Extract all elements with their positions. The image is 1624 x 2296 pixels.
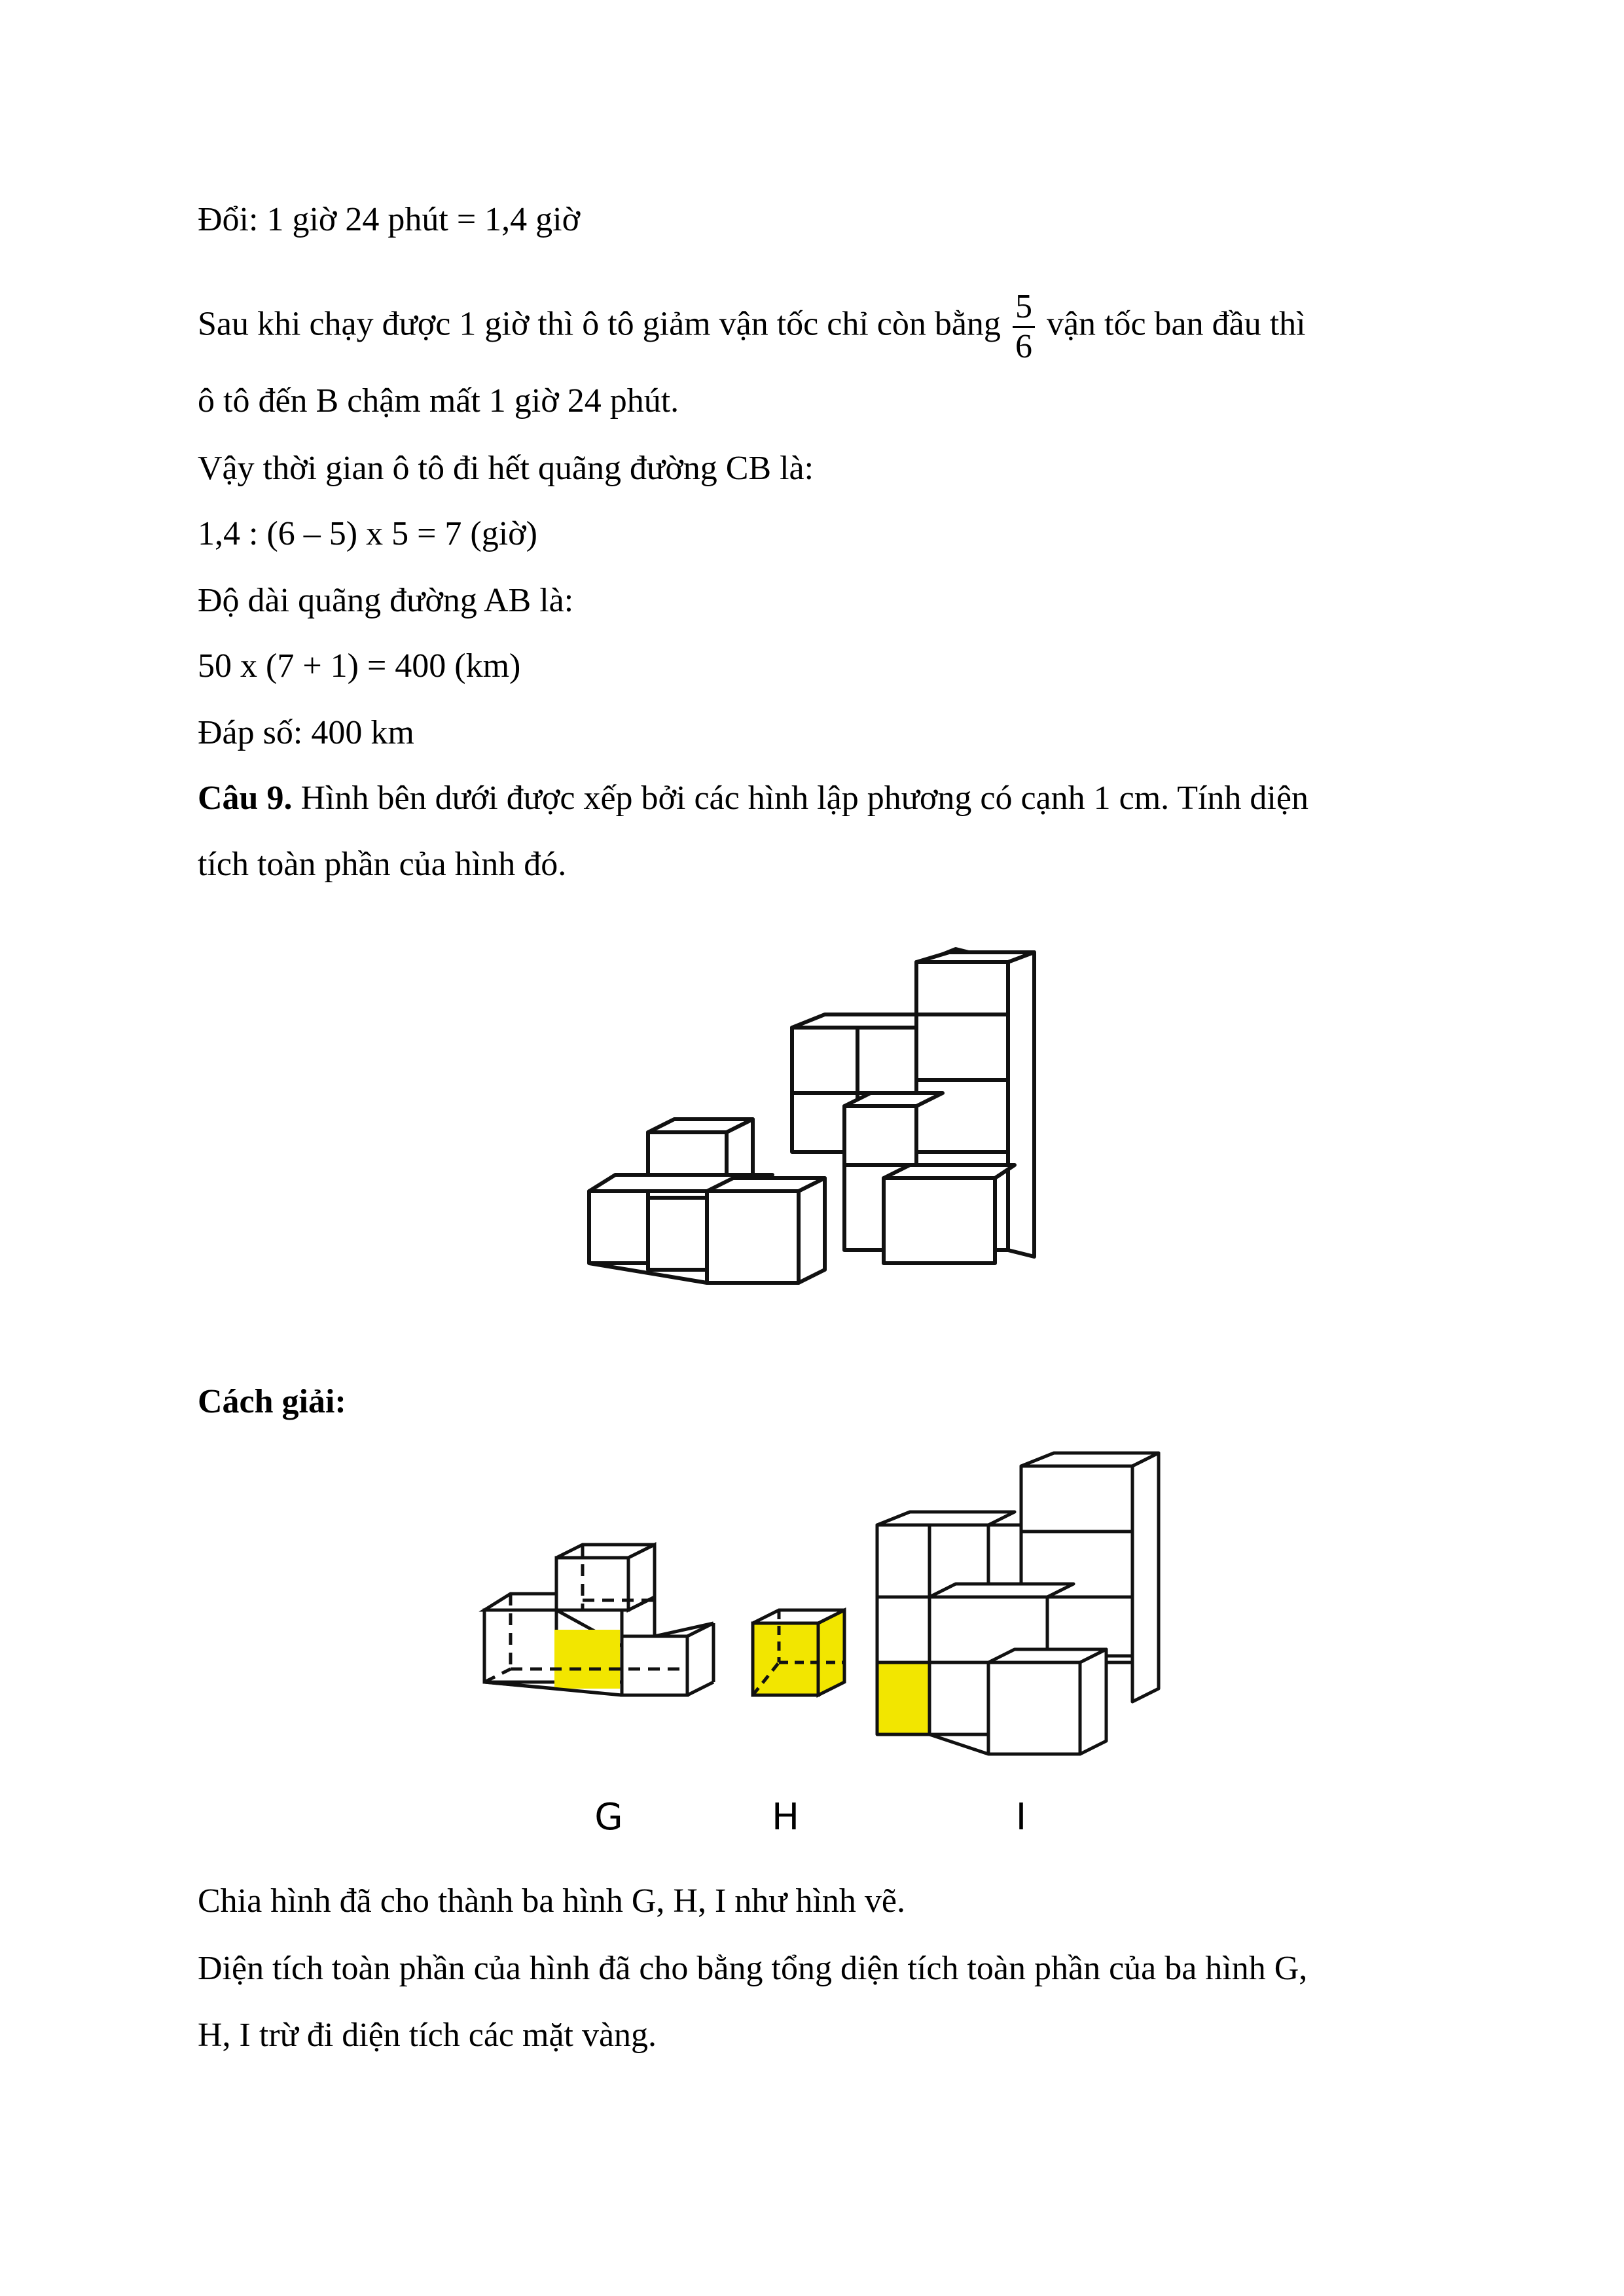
time-cb-calc: 1,4 : (6 – 5) x 5 = 7 (giờ) xyxy=(198,515,537,552)
question-9-text: Hình bên dưới được xếp bởi các hình lập phương có cạnh 1 cm. Tính diện xyxy=(292,780,1308,817)
time-cb-line: Vậy thời gian ô tô đi hết quãng đường CB là: xyxy=(198,450,814,487)
label-g: G xyxy=(594,1796,623,1839)
question-9 xyxy=(198,779,1308,818)
figure-i-yellow-face xyxy=(877,1662,929,1734)
question-9-label: Câu 9. xyxy=(198,780,293,817)
figure-i xyxy=(877,1453,1159,1754)
length-ab-line: Độ dài quãng đường AB là: xyxy=(198,582,574,619)
fraction-denominator: 6 xyxy=(1015,328,1032,365)
figure-h xyxy=(753,1610,844,1695)
speed-text-a: Sau khi chạy được 1 giờ thì ô tô giảm vận tốc chỉ còn bằng xyxy=(198,305,1001,343)
answer-line: Đáp số: 400 km xyxy=(198,714,414,751)
question-9-text-2: tích toàn phần của hình đó. xyxy=(198,846,567,883)
speed-reduction-line xyxy=(198,288,1306,366)
conversion-line: Đổi: 1 giờ 24 phút = 1,4 giờ xyxy=(198,201,581,238)
length-ab-calc: 50 x (7 + 1) = 400 (km) xyxy=(198,647,521,685)
figure-h-yellow-front xyxy=(753,1623,818,1695)
figures-ghi xyxy=(412,1440,1263,1878)
fraction-numerator: 5 xyxy=(1013,288,1035,328)
solution-line-3: H, I trừ đi diện tích các mặt vàng. xyxy=(198,2017,657,2054)
solution-line-1: Chia hình đã cho thành ba hình G, H, I như hình vẽ. xyxy=(198,1882,906,1920)
solution-label: Cách giải: xyxy=(198,1383,346,1420)
label-i: I xyxy=(1015,1796,1027,1839)
cube-stack-figure xyxy=(576,942,1060,1329)
speed-text-b: vận tốc ban đầu thì xyxy=(1046,305,1306,343)
solution-line-2: Diện tích toàn phần của hình đã cho bằng tổng diện tích toàn phần của ba hình G, xyxy=(198,1950,1308,1987)
figure-g xyxy=(484,1545,713,1702)
fraction-five-sixths xyxy=(1013,288,1035,366)
label-h: H xyxy=(771,1796,800,1839)
delay-line: ô tô đến B chậm mất 1 giờ 24 phút. xyxy=(198,382,679,420)
